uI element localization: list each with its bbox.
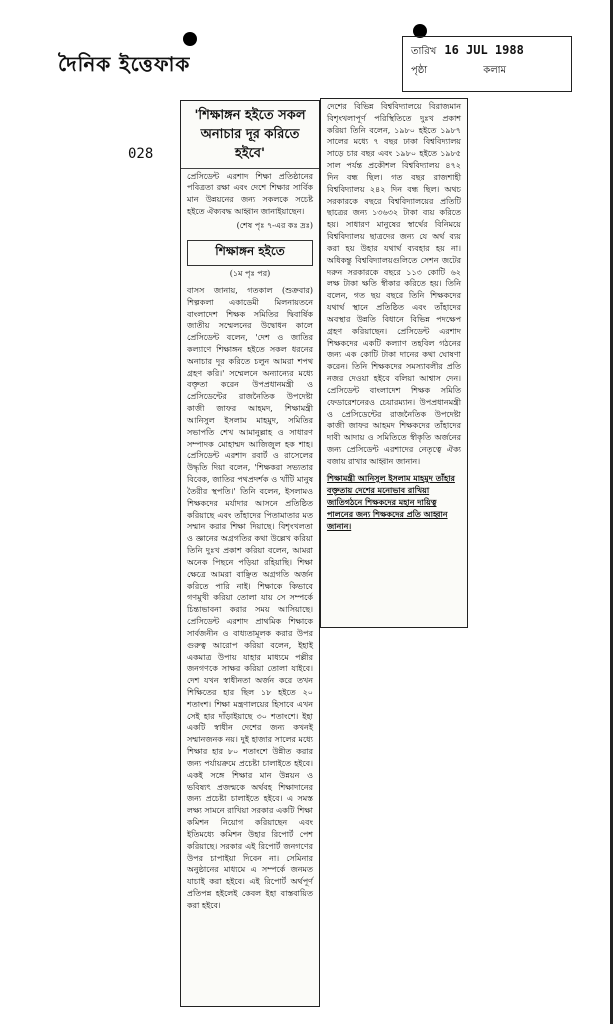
column-2-body: দেশের বিভিন্ন বিশ্ববিদ্যালয়ে বিরাজমান বিশৃংখলাপূর্ণ পরিস্থিতিতে দুঃখ প্রকাশ করিয়া তিনি বলেন, ১৯৮০ হইতে ১৯৮৭ সালের মধ্যে ৭ বছর ঢাকা বিশ্ববিদ্যালয় সাড়ে চার বছর এবং ১৯৮০ হইতে ১৯৮৫ সাল পর্যন্ত প্রকৌশল বিশ্ববিদ্যালয় ৪৭২ দিন বন্ধ ছিল। গত বছর রাজশাহী বিশ্ববিদ্যালয় ২৪২ দিন বন্ধ ছিল। অথচ সরকারকে বছরে বিশ্ববিদ্যালয়ের প্রতিটি ছাত্রের জন্য ১৩৬৩২ টাকা ব্যয় করিতে হয়। সাধারণ মানুষের স্বার্থের বিনিময়ে বিশ্ববিদ্যালয় ছাত্রদের জন্য যে অর্থ ব্যয় করা হয় উহার যথার্থ ব্যবহার হয় না। অধিকন্তু বিশ্ববিদ্যালয়গুলিতে সেশন জটের দরুন সরকারকে বছরে ১১৩ কোটি ৬২ লক্ষ টাকা ক্ষতি স্বীকার করিতে হয়। তিনি বলেন, গত ছয় বছরে তিনি শিক্ষকদের যথার্থ স্থানে প্রতিষ্ঠিত এবং তাঁহাদের অবস্থার উন্নতি বিধানে বিভিন্ন পদক্ষেপ গ্রহণ করিয়াছেন। প্রেসিডেন্ট এরশাদ শিক্ষকদের একটি কল্যাণ তহবিল গঠনের জন্য এক কোটি টাকা দানের কথা ঘোষণা করেন। তিনি শিক্ষকদের সমস্যাবলীর প্রতি নজর দেওয়া হইবে বলিয়া আশ্বাস দেন। প্রেসিডেন্ট বাংলাদেশ শিক্ষক সমিতি ফেডারেশনেরও চেয়ারম্যান। উপপ্রধানমন্ত্রী ও প্রেসিডেন্টের রাজনৈতিক উপদেষ্টা কাজী জাফর আহমদ শিক্ষকদের তাঁহাদের দাবী আদায় ও সমিতিতে স্বীকৃতি অর্জনের জন্য প্রেসিডেন্ট এরশাদের নেতৃত্বে ঐক্য বজায় রাখার আহ্বান জানান।: [327, 102, 461, 466]
continuation-note: (১ম পৃঃ পর): [229, 268, 271, 278]
jump-line: (শেষ পৃঃ ৭-এর কঃ দ্রঃ): [236, 220, 313, 230]
clipping-column-1: [180, 100, 320, 1007]
archive-number: 028: [128, 146, 154, 162]
lead-paragraph: প্রেসিডেন্ট এরশাদ শিক্ষা প্রতিষ্ঠানের পবিত্রতা রক্ষা এবং দেশে শিক্ষার সার্বিক মান উন্নয়নের জন্য সকলকে সচেষ্ট হইতে ঐক্যবদ্ধ আহ্বান জানাইয়াছেন।: [187, 171, 313, 217]
column-2-closing: শিক্ষামন্ত্রী আনিসুল ইসলাম মাহমুদ তাঁহার বক্তৃতায় দেশের মনোভাব রাখিয়া জাতিগঠনে শিক্ষকদের মহান দায়িত্ব পালনের জন্য শিক্ষকদের প্রতি আহ্বান জানান।: [327, 472, 455, 531]
date-value: 16 JUL 1988: [444, 43, 524, 57]
date-label: তারিখ: [411, 46, 437, 57]
page-edge-divider: [610, 0, 613, 1024]
article-headline: 'শিক্ষাঙ্গন হইতে সকল অনাচার দূর করিতে হইবে': [181, 101, 319, 169]
clipping-column-2: [320, 98, 468, 628]
column-label: কলাম: [483, 65, 507, 76]
column-1-body: বাসস জানায়, গতকাল (শুক্রবার) শিল্পকলা একাডেমী মিলনায়তনে বাংলাদেশ শিক্ষক সমিতির দ্বিবার্ষিক জাতীয় সম্মেলনের উদ্বোধন কালে প্রেসিডেন্ট বলেন, 'দেশ ও জাতির কল্যাণে শিক্ষাঙ্গন হইতে সকল ধরনের অনাচার দূর করিতে চলুন আমরা শপথ গ্রহণ করি।' সম্মেলনে অন্যান্যের মধ্যে বক্তৃতা করেন উপপ্রধানমন্ত্রী ও প্রেসিডেন্টের রাজনৈতিক উপদেষ্টা কাজী জাফর আহমদ, শিক্ষামন্ত্রী আনিসুল ইসলাম মাহমুদ, সমিতির সভাপতি শেখ আমানুল্লাহ ও সাধারণ সম্পাদক মোহাম্মদ আজিজুল হক শাহ। প্রেসিডেন্ট এরশাদ রবার্ট ও রাসেলের উদ্ধৃতি দিয়া বলেন, 'শিক্ষকরা সভ্যতার বিবেক, জাতির পথপ্রদর্শক ও খাঁটি মানুষ তৈরীর স্থপতি।' তিনি বলেন, ইসলামও শিক্ষকদের মর্যাদার আসনে প্রতিষ্ঠিত করিয়াছে এবং তাঁহাদের পিতামাতার মত সম্মান করার শিক্ষা দিয়াছে। বিশৃংখলতা ও জ্ঞানের অগ্রগতির কথা উল্লেখ করিয়া তিনি দুঃখ প্রকাশ করিয়া বলেন, আমরা অনেক পিছনে পড়িয়া রহিয়াছি। শিক্ষা ক্ষেত্রে আমরা বাঞ্ছিত অগ্রগতি অর্জন করিতে পারি নাই। শিক্ষাকে কিভাবে গণমুখী করিয়া তোলা যায় সে সম্পর্কে চিন্তাভাবনা করার সময় আসিয়াছে। প্রেসিডেন্ট এরশাদ প্রাথমিক শিক্ষাকে সার্বজনীন ও বাধ্যতামূলক করার উপর গুরুত্ব আরোপ করিয়া বলেন, ইহাই একমাত্র উপায় যাহার মাধ্যমে পল্লীর জনগণকে সাক্ষর করিয়া তোলা যাইবে। দেশ যখন স্বাধীনতা অর্জন করে তখন শিক্ষিতের হার ছিল ১৮ হইতে ২০ শতাংশ। শিক্ষা মন্ত্রণালয়ের হিসাবে এখন সেই হার দাঁড়াইয়াছে ৩০ শতাংশে। ইহা একটি স্বাধীন দেশের জন্য কখনই সম্মানজনক নয়। দুই হাজার সালের মধ্যে শিক্ষার হার ৮০ শতাংশে উন্নীত করার জন্য পর্যায়ক্রমে প্রচেষ্টা চালাইতে হইবে। একই সঙ্গে শিক্ষার মান উন্নয়ন ও ভবিষ্যৎ প্রজন্মকে অর্থবহ শিক্ষাদানের জন্য প্রচেষ্টা চালাইতে হইবে। এ সমস্ত লক্ষ্য সামনে রাখিয়া সরকার একটি শিক্ষা কমিশন নিয়োগ করিয়াছেন এবং ইতিমধ্যে কমিশন উহার রিপোর্ট পেশ করিয়াছে। সরকার এই রিপোর্ট জনগণের উপর চাপাইয়া দিবেন না। সেমিনার অনুষ্ঠানের মাধ্যমে এ সম্পর্কে জনমত যাচাই করা হইবে। এই রিপোর্ট অর্থপূর্ণ প্রতিপন্ন হইলেই কেবল ইহা বাস্তবায়িত করা হইবে।: [187, 285, 313, 910]
newspaper-masthead: দৈনিক ইত্তেফাক: [58, 52, 191, 76]
punch-hole-icon: [183, 32, 197, 46]
continuation-heading: শিক্ষাঙ্গন হইতে: [187, 240, 313, 266]
date-stamp: [402, 36, 572, 92]
page-label: পৃষ্ঠা: [411, 65, 428, 76]
